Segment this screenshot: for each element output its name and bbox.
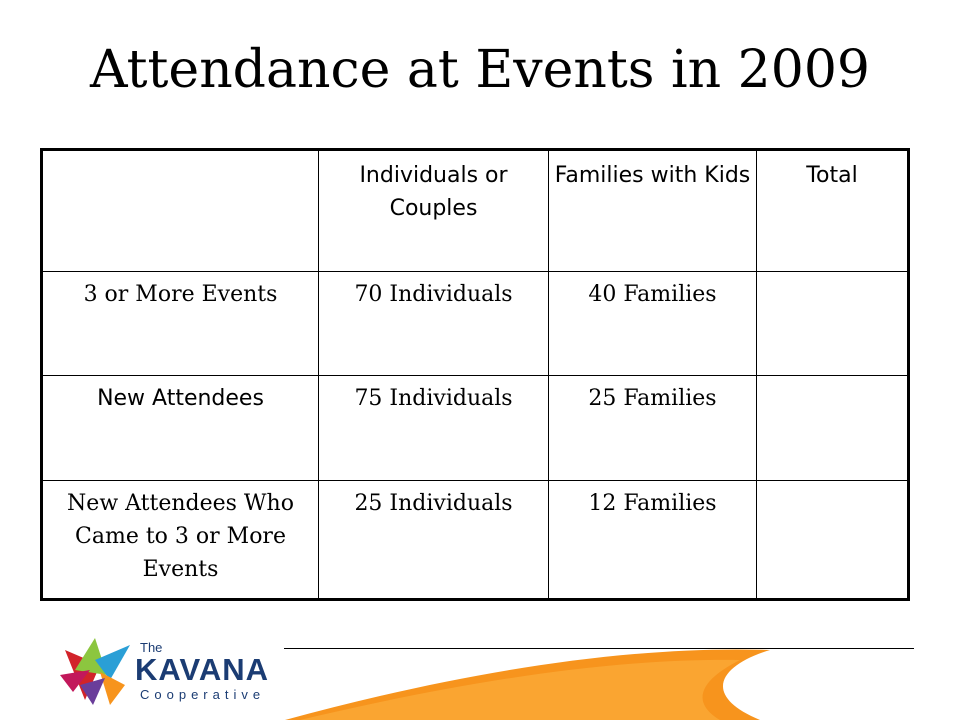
table-header-row [42,150,909,272]
logo-sub-text: Cooperative [140,687,266,702]
total-cell [757,376,909,480]
table-row [42,376,909,480]
row-label: 3 or More Events [42,272,319,376]
attendance-table [40,148,910,601]
families-cell: 12 Families [549,480,757,599]
table-row [42,272,909,376]
individuals-cell: 75 Individuals [319,376,549,480]
individuals-cell: 70 Individuals [319,272,549,376]
slide-title: Attendance at Events in 2009 [89,40,871,100]
logo-name-text: KAVANA [135,652,270,687]
header-cell-families: Families with Kids [549,150,757,272]
total-cell [757,480,909,599]
table-row [42,480,909,599]
header-cell-total: Total [757,150,909,272]
total-cell [757,272,909,376]
row-label: New Attendees Who Came to 3 or More Events [42,480,319,599]
header-cell-individuals: Individuals or Couples [319,150,549,272]
logo-the-text: The [140,640,163,655]
families-cell: 25 Families [549,376,757,480]
individuals-cell: 25 Individuals [319,480,549,599]
row-label: New Attendees [42,376,319,480]
families-cell: 40 Families [549,272,757,376]
header-cell-empty [42,150,319,272]
